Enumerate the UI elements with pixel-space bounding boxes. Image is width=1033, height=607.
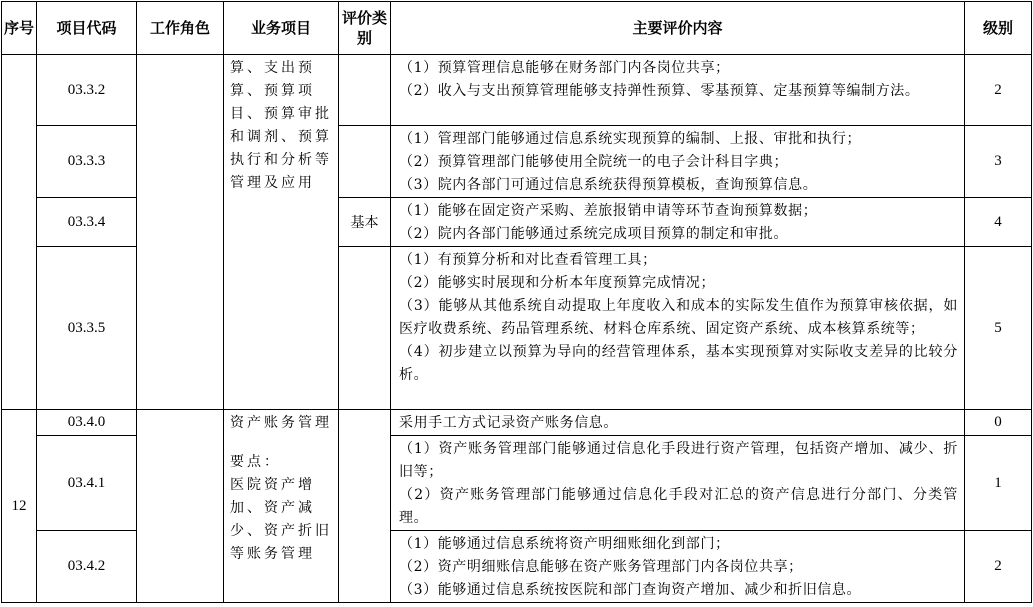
level-cell: 1 [965,436,1032,531]
level-cell: 2 [965,55,1032,126]
business-cell [224,55,339,410]
role-cell [137,55,224,410]
content-line: （2）资产明细账信息能够在资产账务管理部门内各岗位共享； [399,559,803,575]
table-row [2,410,1032,436]
code-cell: 03.4.1 [37,436,137,531]
content-cell [391,436,965,531]
code-cell: 03.3.4 [37,198,137,247]
content-line: （1）预算管理信息能够在财务部门内各岗位共享； [399,60,730,76]
content-line: （4）初步建立以预算为导向的经营管理体系，基本实现预算对实际收支差异的比较分析。 [399,344,958,383]
content-line: （2）院内各部门能够通过系统完成项目预算的制定和审批。 [399,226,789,242]
header-content: 主要评价内容 [391,2,965,55]
content-line: （1）能够通过信息系统将资产明细账细化到部门； [399,536,730,552]
table-row [2,55,1032,126]
category-cell [339,247,391,410]
header-row [2,2,1032,55]
category-cell [339,126,391,198]
evaluation-table [1,1,1032,603]
code-cell: 03.3.5 [37,247,137,410]
code-cell: 03.3.3 [37,126,137,198]
code-cell: 03.4.2 [37,531,137,603]
header-role: 工作角色 [137,2,224,55]
content-line: （2）能够实时展现和分析本年度预算完成情况； [399,275,716,291]
header-category: 评价类别 [339,2,391,55]
content-line: （1）能够在固定资产采购、差旅报销申请等环节查询预算数据； [399,203,818,219]
business-cell [224,410,339,603]
header-business: 业务项目 [224,2,339,55]
content-cell [391,247,965,410]
level-cell: 5 [965,247,1032,410]
header-seq: 序号 [2,2,37,55]
content-cell [391,198,965,247]
level-cell: 2 [965,531,1032,603]
content-line: （2）预算管理部门能够使用全院统一的电子会计科目字典； [399,154,789,170]
seq-cell [2,55,37,410]
content-cell [391,531,965,603]
business-points: 医院资产增加、资产减少、资产折旧等账务管理 [230,477,332,562]
content-line: 采用手工方式记录资产账务信息。 [399,415,618,431]
level-cell: 4 [965,198,1032,247]
business-text: 算、支出预算、预算项目、预算审批和调剂、预算执行和分析等管理及应用 [230,60,332,191]
level-cell: 0 [965,410,1032,436]
content-cell [391,126,965,198]
code-cell: 03.4.0 [37,410,137,436]
content-cell [391,55,965,126]
seq-cell: 12 [2,410,37,603]
content-line: （3）院内各部门可通过信息系统获得预算模板，查询预算信息。 [399,177,818,193]
header-level: 级别 [965,2,1032,55]
content-line: （1）有预算分析和对比查看管理工具； [399,252,657,268]
content-line: （3）能够通过信息系统按医院和部门查询资产增加、减少和折旧信息。 [399,582,862,598]
content-cell [391,410,965,436]
category-cell [339,55,391,126]
content-line: （2）收入与支出预算管理能够支持弹性预算、零基预算、定基预算等编制方法。 [399,83,920,99]
content-line: （1）管理部门能够通过信息系统实现预算的编制、上报、审批和执行； [399,131,862,147]
code-cell: 03.3.2 [37,55,137,126]
business-key: 要点： [230,454,281,470]
category-cell: 基本 [339,198,391,247]
content-line: （1）资产账务管理部门能够通过信息化手段进行资产管理，包括资产增加、减少、折旧等； [399,441,958,480]
level-cell: 3 [965,126,1032,198]
header-code: 项目代码 [37,2,137,55]
content-line: （3）能够从其他系统自动提取上年度收入和成本的实际发生值作为预算审核依据，如医疗收费系统、药品管理系统、材料仓库系统、固定资产系统、成本核算系统等； [399,298,958,337]
content-line: （2）资产账务管理部门能够通过信息化手段对汇总的资产信息进行分部门、分类管理。 [399,487,958,526]
role-cell [137,410,224,603]
category-cell [339,410,391,603]
business-title: 资产账务管理 [230,415,332,431]
